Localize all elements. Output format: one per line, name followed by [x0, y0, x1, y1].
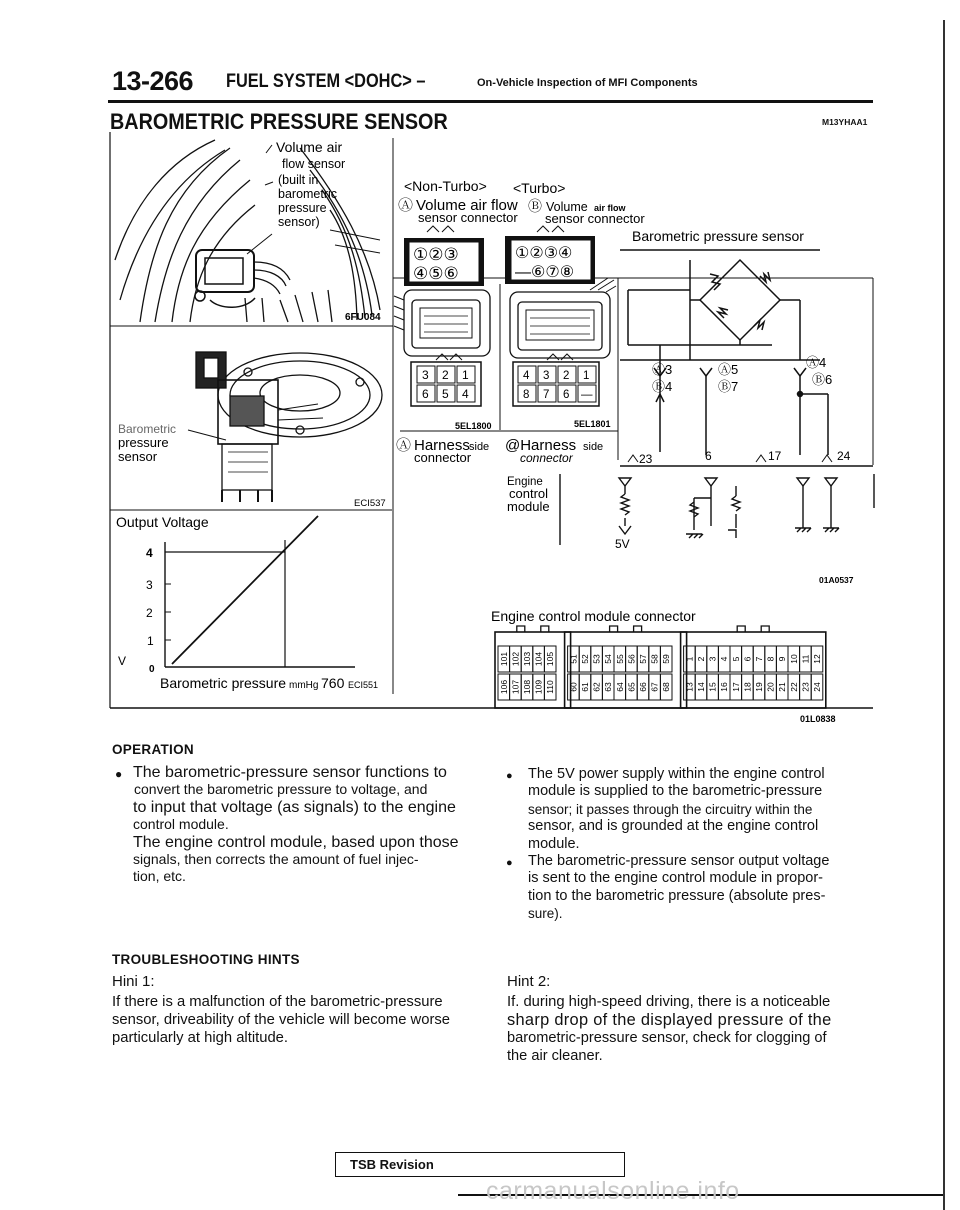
ecm-pin-label: 18: [742, 682, 753, 692]
pin-label: Ⓐ5: [718, 362, 739, 377]
ecm-pin-label: 16: [719, 682, 730, 692]
ecm-label-line: Engine: [507, 476, 543, 488]
label-line: pressure: [118, 435, 169, 450]
wiring-pin-labels: [652, 355, 832, 394]
ecm-pin-label: 58: [649, 654, 660, 664]
y-tick-4: 4: [146, 546, 153, 560]
label-line: Barometric: [118, 422, 177, 436]
y-tick-0: 0: [149, 664, 155, 675]
troubleshooting-heading: TROUBLESHOOTING HINTS: [112, 952, 300, 967]
illustration-code-2: ECI537: [354, 498, 386, 509]
watermark: carmanualsonline.info: [486, 1177, 740, 1205]
label-text: @Harness: [505, 437, 577, 454]
ecm-pin: 17: [768, 449, 782, 463]
ecm-pin-label: 54: [603, 654, 614, 664]
text-line: sure).: [528, 906, 563, 922]
ecm-pin-label: 23: [800, 682, 811, 692]
label-text: Harness: [414, 437, 470, 454]
ecm-pin-label: 17: [730, 682, 741, 692]
label-line: sensor): [278, 215, 320, 229]
pin: 8: [523, 389, 530, 401]
text-line: barometric-pressure sensor, check for clogging of: [507, 1030, 827, 1046]
text-line: to input that voltage (as signals) to the engine: [133, 798, 456, 816]
ecm-connector-key: [737, 626, 769, 632]
text-line: sensor, driveability of the vehicle will become worse: [112, 1012, 451, 1028]
pin-label: Ⓑ6: [812, 372, 833, 387]
y-tick-2: 2: [146, 606, 153, 620]
sensor-component-illustration: [196, 352, 382, 502]
text-line: particularly at high altitude.: [112, 1030, 289, 1046]
ecm-pin-label: 52: [580, 654, 590, 664]
tsb-revision-box: [335, 1152, 625, 1177]
wiring-lines: [620, 250, 820, 360]
ecm-pin-label: 106: [498, 679, 509, 695]
text-line: If there is a malfunction of the barometric-pressure: [112, 994, 443, 1010]
pin: 1: [462, 368, 469, 382]
text-line: module.: [528, 835, 580, 852]
ecm-pin-label: 101: [498, 651, 509, 667]
ecm-label: [507, 473, 552, 514]
graph-x-label: [160, 675, 378, 691]
ecm-connector-title: Engine control module connector: [491, 608, 696, 624]
b-pins-row-1: ①②③④: [515, 245, 573, 262]
graph-title: Output Voltage: [116, 514, 209, 530]
ecm-pin-label: 21: [777, 682, 788, 692]
ecm-pin-label: 105: [545, 651, 556, 667]
ecm-pin: 6: [705, 449, 712, 463]
y-tick-3: 3: [146, 578, 153, 592]
label-line: sensor: [118, 449, 158, 464]
graph-y-ticks: [146, 546, 155, 675]
ecm-pin-label: 9: [777, 656, 788, 662]
label-line: pressure: [278, 201, 327, 215]
operation-right-text-1: [528, 766, 825, 853]
ecm-pin-label: 66: [638, 682, 648, 692]
ecm-pin: 24: [837, 449, 851, 463]
text-line: tion to the barometric pressure (absolute pres-: [528, 887, 826, 904]
graph-axes: [165, 540, 355, 667]
ecm-pin-label: 2: [696, 656, 706, 662]
text-line: The engine control module, based upon those: [133, 833, 459, 851]
graph-code: ECI551: [348, 680, 379, 690]
ecm-pin-label: 6: [742, 656, 753, 662]
marker-a: Ⓐ: [398, 197, 414, 214]
hint-2-title: Hint 2:: [507, 973, 551, 990]
ecm-pin-label: 63: [603, 682, 614, 692]
pin: 5: [442, 387, 449, 401]
connector-b-face: [505, 226, 595, 284]
text-line: The 5V power supply within the engine control: [528, 766, 825, 782]
pin: 6: [422, 387, 429, 401]
ecm-pin-label: 68: [661, 682, 672, 692]
baro-sensor-label: [118, 421, 180, 464]
label-text: air flow: [594, 203, 626, 213]
wiring-code: 01A0537: [819, 575, 854, 585]
connector-b-code: 5EL1801: [574, 419, 611, 429]
harness-connector-a-drawing: [394, 290, 490, 356]
page-subtitle: On-Vehicle Inspection of MFI Components: [477, 77, 698, 89]
operation-right-text-2: [528, 853, 829, 923]
ecm-pin-label: 4: [719, 656, 730, 662]
pin-label: Ⓐ4: [806, 355, 827, 370]
page-number: 13-266: [112, 66, 194, 96]
ecm-pin-label: 59: [661, 654, 672, 664]
label-text: Volume: [546, 200, 588, 214]
harness-b-label-2: connector: [520, 451, 573, 465]
text-line: is sent to the engine control module in propor-: [528, 870, 824, 887]
ecm-pin-label: 5: [730, 656, 741, 662]
a-pins-row-1: ①②③: [413, 245, 459, 264]
b-pins-row-2: —⑥⑦⑧: [515, 264, 575, 281]
operation-left-text: [133, 764, 459, 886]
connector-a-label-2: sensor connector: [418, 210, 518, 225]
text-line: the air cleaner.: [507, 1048, 603, 1064]
hint-1-text: [112, 993, 472, 1047]
voltage-label: 5V: [615, 537, 630, 551]
bullet: ●: [115, 767, 123, 781]
ecm-pin-label: 103: [522, 651, 532, 667]
ecm-pin-label: 20: [765, 682, 776, 692]
text-line: signals, then corrects the amount of fuel injec-: [133, 851, 419, 868]
text-line: module is supplied to the barometric-pressure: [528, 783, 823, 800]
ecm-pin-label: 57: [638, 654, 648, 664]
connector-b-label-2: sensor connector: [545, 211, 645, 226]
ecm-pin-label: 53: [591, 654, 602, 664]
turbo-heading: <Turbo>: [513, 180, 566, 196]
title-dash: –: [416, 71, 426, 92]
ecm-pin-label: 19: [754, 682, 764, 692]
ecm-pin-label: 10: [788, 654, 799, 664]
x-label-text: Barometric pressure: [160, 675, 287, 691]
bullet: ●: [506, 770, 513, 782]
hint-1-title: Hini 1:: [112, 973, 155, 990]
ecm-pin-label: 24: [812, 682, 822, 692]
text-line: control module.: [133, 816, 229, 833]
x-tick: 760: [321, 675, 345, 691]
harness-a-label-2: connector: [414, 450, 472, 465]
ecm-pin-label: 62: [591, 682, 602, 692]
output-voltage-line: [172, 516, 318, 664]
ecm-pin-label: 1: [684, 656, 695, 662]
illustration-code-1: 6FU084: [345, 312, 381, 323]
ecm-label-line: module: [507, 499, 550, 514]
ecm-pin-label: 51: [568, 654, 579, 664]
ecm-pin-label: 108: [522, 679, 532, 695]
label-line: barometric: [278, 187, 338, 201]
ecm-pin-numbers: [628, 449, 851, 466]
text-line: convert the barometric pressure to voltage, and: [134, 781, 428, 798]
ecm-pin-label: 104: [533, 651, 544, 667]
ecm-pin-label: 12: [812, 654, 822, 664]
label-line: (built in: [278, 173, 319, 187]
ecm-pin-label: 110: [545, 680, 556, 694]
hint-2-text: [507, 993, 867, 1065]
document-code: M13YHAA1: [822, 117, 868, 127]
ecm-pin-label: 61: [580, 682, 590, 692]
text-line: sensor, and is grounded at the engine control: [528, 818, 819, 835]
ecm-pin-label: 102: [510, 651, 521, 667]
ecm-pin-label: 109: [533, 679, 544, 695]
wiring-sensor-label: Barometric pressure sensor: [632, 228, 804, 244]
section-title: BAROMETRIC PRESSURE SENSOR: [110, 109, 448, 134]
leader-line: [188, 430, 226, 440]
marker-a: Ⓐ: [396, 437, 412, 454]
ecm-pin-label: 60: [568, 682, 579, 692]
y-tick-1: 1: [147, 634, 154, 648]
text-line: The barometric-pressure sensor output voltage: [528, 853, 830, 869]
pin: 6: [563, 389, 570, 401]
ecm-pin-label: 14: [696, 682, 706, 692]
ecm-connector-key: [517, 626, 549, 632]
graph-unit: V: [118, 654, 127, 668]
pin: —: [581, 389, 593, 401]
text-line: tion, etc.: [133, 868, 186, 885]
ecm-pin-label: 7: [754, 656, 764, 662]
text-line: sharp drop of the displayed pressure of the: [507, 1011, 832, 1029]
label-text: Volume air flow: [416, 197, 518, 214]
pin: 1: [583, 370, 590, 382]
pin: 4: [462, 387, 469, 401]
pin-label: Ⓐ3: [652, 362, 673, 377]
title-text: FUEL SYSTEM <DOHC>: [226, 71, 412, 92]
tsb-revision-label: TSB Revision: [350, 1157, 434, 1172]
pin: 7: [543, 389, 550, 401]
x-unit: mmHg: [289, 680, 319, 691]
ecm-pin-label: 65: [626, 682, 637, 692]
ecm-pin-label: 64: [614, 682, 625, 692]
ecm-pin: 23: [639, 452, 653, 466]
ecm-connector-code: 01L0838: [800, 714, 836, 724]
ecm-connector-key: [610, 626, 642, 632]
ecm-pin-label: 56: [626, 654, 637, 664]
ecm-pin-label: 107: [510, 679, 521, 695]
harness-pins-b: [513, 354, 599, 406]
ecm-pin-label: 11: [800, 654, 811, 664]
operation-heading: OPERATION: [112, 742, 194, 757]
ecm-pin-label: 3: [707, 656, 718, 662]
bullet: ●: [506, 857, 513, 869]
connector-a-code: 5EL1800: [455, 421, 492, 431]
pin: 3: [422, 368, 429, 382]
pin: 2: [442, 368, 449, 382]
ecm-pin-label: 15: [707, 682, 718, 692]
label-line: flow sensor: [282, 157, 346, 171]
ecm-pin-label: 55: [614, 654, 625, 664]
ecm-pin-label: 22: [788, 682, 799, 692]
ecm-internal-circuit: [560, 474, 874, 545]
ecm-connector-diagram: [495, 626, 826, 708]
label-text: side: [469, 441, 490, 453]
ecm-pin-label: 67: [649, 682, 660, 692]
ecm-label-line: control: [509, 486, 549, 501]
ecm-pin-label: 8: [765, 656, 776, 662]
connector-a-face: [404, 226, 484, 286]
pin: 2: [563, 370, 570, 382]
leader-lines: [247, 145, 273, 254]
text-line: The barometric-pressure sensor functions to: [133, 764, 447, 781]
pin: 3: [543, 370, 550, 382]
harness-pins-a: [411, 354, 481, 406]
a-pins-row-2: ④⑤⑥: [413, 264, 459, 283]
pin-label: Ⓑ4: [652, 379, 673, 394]
label-text: side: [583, 441, 604, 453]
harness-connector-b-drawing: [510, 278, 616, 358]
label-line: Volume air: [276, 139, 343, 155]
ecm-pin-label: 13: [684, 682, 695, 692]
non-turbo-heading: <Non-Turbo>: [404, 178, 487, 194]
marker-b: Ⓑ: [528, 198, 542, 214]
text-line: sensor; it passes through the circuitry within the: [528, 801, 813, 817]
pin-label: Ⓑ7: [718, 379, 739, 394]
pin: 4: [523, 370, 530, 382]
text-line: If. during high-speed driving, there is a noticeable: [507, 994, 831, 1010]
